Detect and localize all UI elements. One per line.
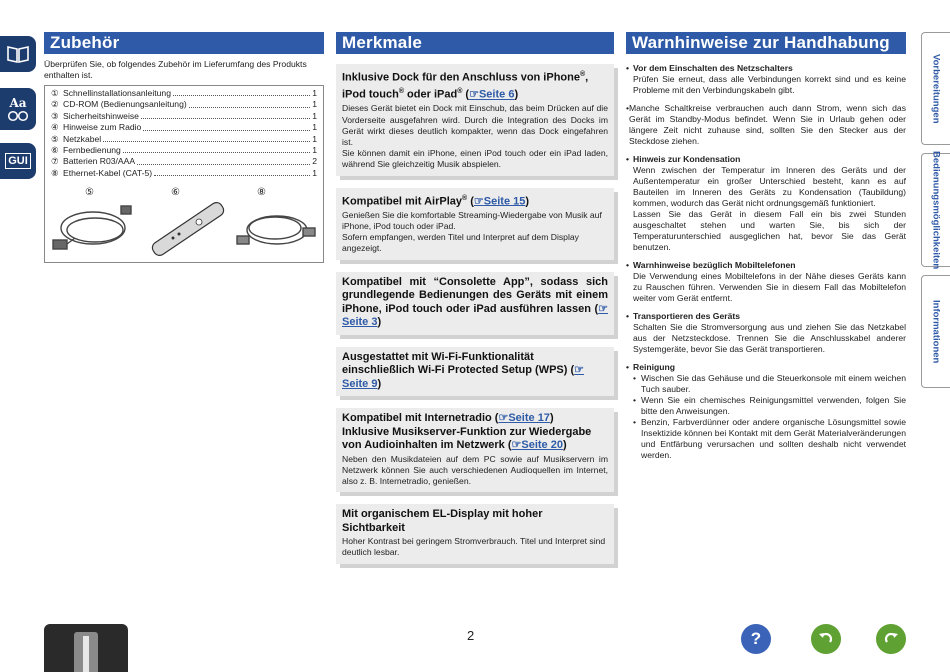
forward-arrow-icon (882, 630, 900, 648)
feature-title: Kompatibel mit “Consolette App”, sodass sich grundlegende Bedienungen des Geräts mit einem iPhone, iPod touch oder iPad ausführen lassen (☞Seite 3) (342, 275, 608, 328)
warning-text: Wenn zwischen der Temperatur im Inneren des Geräts und der Außentemperatur ein großer Unterschied besteht, kann es auf Bauteilen im Inneren des Geräts zu Kondensation (Taubildung) kommen, wodurch das Gerät nicht ordnungsgemäß funktioniert. Lassen Sie das Gerät in diesem Fall ein bis zwei Stunden ausgeschaltet stehen und warten Sie, bis sich der Temperaturunterschied ausgeglichen hat, bevor Sie das Gerät benutzen. (633, 165, 906, 252)
feature-title: Mit organischem EL-Display mit hoher Sichtbarkeit (342, 508, 543, 534)
warning-item: • Reinigung • Wischen Sie das Gehäuse und die Steuerkonsole mit einem weichen Tuch sauber. • Wenn Sie ein chemisches Reinigungsmittel verwenden, folgen Sie bitte den Anweisungen. • Benzin, Farbverdünner oder andere organische Lösungsmittel sowie Insektizide können bei Kontakt mit dem Gerät Materialveränderungen und Entfärbung verursachen und sollten deshalb nicht verwendet werden. (626, 362, 906, 460)
feature-body: Genießen Sie die komfortable Streaming-Wiedergabe von Musik auf iPhone, iPod touch oder iPad. Sofern empfangen, werden Titel und Interpret auf dem Display angezeigt. (342, 209, 602, 254)
warning-text: Prüfen Sie erneut, dass alle Verbindungen korrekt sind und es keine Probleme mit den Verbindungskabeln gibt. (633, 74, 906, 95)
accessories-section (44, 32, 324, 263)
accessory-item: ⑥ Fernbedienung 1 (51, 145, 317, 156)
contents-book-icon[interactable] (0, 36, 36, 72)
accessory-item: ⑦ Batterien R03/AAA 2 (51, 156, 317, 167)
page-link[interactable]: ☞Seite 3 (342, 302, 608, 328)
accessories-list (51, 88, 317, 179)
feature-body: Neben den Musikdateien auf dem PC sowie auf Musikservern im Netzwerk können Sie auch verschiedenen Audioquellen im Internet, also z. B. Internetradio, genießen. (342, 453, 608, 486)
accessory-item: ⑧ Ethernet-Kabel (CAT-5) 1 (51, 167, 317, 178)
accessory-item: ④ Hinweise zum Radio 1 (51, 122, 317, 133)
tab-label: Bedienungsmöglichkeiten (930, 150, 942, 270)
gui-icon[interactable] (0, 143, 36, 179)
help-button[interactable] (741, 624, 771, 654)
tab-bedienungsmoeglichkeiten[interactable] (921, 150, 950, 270)
feature-block (336, 347, 614, 397)
page-link[interactable]: ☞Seite 15 (473, 195, 526, 208)
ethernet-cable-image (237, 216, 315, 244)
feature-block (336, 272, 614, 335)
warning-heading: Hinweis zur Kondensation (633, 154, 741, 164)
device-thumbnail (44, 624, 128, 672)
image-label: ⑤ (85, 187, 94, 198)
accessories-title: Zubehör (44, 32, 324, 54)
page-link[interactable]: ☞Seite 17 (498, 412, 550, 424)
feature-title: Kompatibel mit AirPlay® (☞Seite 15) (342, 194, 530, 208)
features-title: Merkmale (336, 32, 614, 54)
warning-item: • Vor dem Einschalten des Netzschalters Prüfen Sie erneut, dass alle Verbindungen korrekt sind und es keine Probleme mit den Verbindungskabeln gibt. (626, 63, 906, 95)
back-button[interactable] (811, 624, 841, 654)
accessory-image-labels (45, 187, 323, 199)
image-label: ⑧ (257, 187, 266, 198)
image-label: ⑥ (171, 187, 180, 198)
cleaning-bullet: • Wischen Sie das Gehäuse und die Steuerkonsole mit einem weichen Tuch sauber. (633, 373, 906, 394)
tab-vorbereitungen[interactable] (921, 32, 950, 145)
tab-label: Vorbereitungen (930, 53, 942, 124)
page-link[interactable]: ☞Seite 9 (342, 364, 585, 390)
warning-heading: Reinigung (633, 362, 676, 372)
warning-text: Manche Schaltkreise verbrauchen auch dann Strom, wenn sich das Gerät im Standby-Modus befindet. Wenn Sie in Urlaub gehen oder längere Zeit nicht zuhause sind, sollten Sie den Stecker aus der Steckdose ziehen. (629, 103, 906, 146)
index-icon[interactable] (0, 88, 36, 130)
handling-warnings-section (626, 32, 906, 468)
warning-heading: Transportieren des Geräts (633, 311, 740, 321)
accessories-intro: Überprüfen Sie, ob folgendes Zubehör im Lieferumfang des Produkts enthalten ist. (44, 59, 307, 80)
warning-item: • Transportieren des Geräts Schalten Sie die Stromversorgung aus und ziehen Sie das Netzkabel aus der Netzsteckdose. Trennen Sie die Anschlusskabel anderer Systemgeräte, bevor Sie das Gerät transportieren. (626, 311, 906, 354)
feature-title: Inklusive Dock für den Anschluss von iPhone®, iPod touch® oder iPad® (☞Seite 6) (342, 71, 589, 101)
book-icon (6, 44, 30, 64)
accessories-box (44, 85, 324, 263)
remote-control-image (150, 200, 226, 257)
feature-block (336, 188, 614, 260)
accessory-item: ⑤ Netzkabel 1 (51, 133, 317, 144)
warning-heading: Warnhinweise bezüglich Mobiltelefonen (633, 260, 796, 270)
accessory-item: ② CD-ROM (Bedienungsanleitung) 1 (51, 99, 317, 110)
power-cord-image (53, 206, 131, 249)
page-number: 2 (467, 628, 475, 643)
tab-label: Informationen (930, 299, 942, 364)
accessory-item: ③ Sicherheitshinweise 1 (51, 110, 317, 121)
question-icon: ? (750, 629, 762, 648)
warning-item: • Hinweis zur Kondensation Wenn zwischen der Temperatur im Inneren des Geräts und der Außentemperatur ein großer Unterschied besteht, kann es auf Bauteilen im Inneren des Geräts zu Kondensation (Taubildung) kommen, wodurch das Gerät nicht ordnungsgemäß funktioniert. Lassen Sie das Gerät in diesem Fall ein bis zwei Stunden ausgeschaltet stehen und warten Sie, bis sich der Temperaturunterschied ausgeglichen hat, bevor Sie das Gerät benutzen. (626, 154, 906, 252)
feature-block (336, 408, 614, 492)
warning-text: Die Verwendung eines Mobiltelefons in der Nähe dieses Geräts kann zu Rauschen führen. Verwenden Sie in diesem Fall das Mobiltelefon weiter vom Gerät entfernt. (633, 271, 906, 303)
page-link[interactable]: ☞Seite 20 (511, 439, 563, 451)
accessories-illustration (51, 200, 317, 260)
tab-informationen[interactable] (921, 275, 950, 388)
warning-text: Schalten Sie die Stromversorgung aus und ziehen Sie das Netzkabel aus der Netzsteckdose. Trennen Sie die Anschlusskabel anderer Systemgeräte, bevor Sie das Gerät transportieren. (633, 322, 906, 354)
accessory-item: ① Schnellinstallationsanleitung 1 (51, 88, 317, 98)
warnings-title: Warnhinweise zur Handhabung (626, 32, 906, 54)
back-arrow-icon (817, 630, 835, 648)
glasses-icon (7, 110, 29, 122)
forward-button[interactable] (876, 624, 906, 654)
gui-label: GUI (5, 153, 31, 169)
page-link[interactable]: ☞Seite 6 (469, 88, 515, 101)
cleaning-bullet: • Wenn Sie ein chemisches Reinigungsmittel verwenden, folgen Sie bitte den Anweisungen. (633, 395, 906, 416)
feature-title: Kompatibel mit Internetradio (☞Seite 17) Inklusive Musikserver-Funktion zur Wiedergabe von Audioinhalten im Netzwerk (☞Seite 20) (342, 412, 592, 451)
feature-block (336, 64, 614, 176)
index-label: Aa (9, 95, 27, 110)
warning-item: • Manche Schaltkreise verbrauchen auch dann Strom, wenn sich das Gerät im Standby-Modus befindet. Wenn Sie in Urlaub gehen oder längere Zeit nicht zuhause sind, sollten Sie den Stecker aus der Steckdose ziehen. (626, 103, 906, 146)
feature-body: Hoher Kontrast bei geringem Stromverbrauch. Titel und Interpret sind deutlich lesbar. (342, 536, 606, 558)
features-section (336, 32, 614, 576)
feature-block (336, 504, 614, 563)
cleaning-bullet: • Benzin, Farbverdünner oder andere organische Lösungsmittel sowie Insektizide können bei Kontakt mit dem Gerät Materialveränderungen und Entfärbung verursachen und sollten deshalb nicht verwendet werden. (633, 417, 906, 460)
warning-heading: Vor dem Einschalten des Netzschalters (633, 63, 793, 73)
warning-item: • Warnhinweise bezüglich Mobiltelefonen Die Verwendung eines Mobiltelefons in der Nähe dieses Geräts kann zu Rauschen führen. Verwenden Sie in diesem Fall das Mobiltelefon weiter vom Gerät entfernt. (626, 260, 906, 303)
feature-title: Ausgestattet mit Wi-Fi-Funktionalität einschließlich Wi-Fi Protected Setup (WPS) (☞Seite 9) (342, 350, 585, 390)
feature-body: Dieses Gerät bietet ein Dock mit Einschub, das beim Drücken auf die Vorderseite ausgefahren wird. Durch die Integration des Docks im Gerät wirkt dieses deutlich kompakter, wenn das Dock eingefahren ist. Sie können damit ein iPhone, einen iPod touch oder ein iPad laden, während Sie gleichzeitig Musik abspielen. (342, 103, 608, 170)
